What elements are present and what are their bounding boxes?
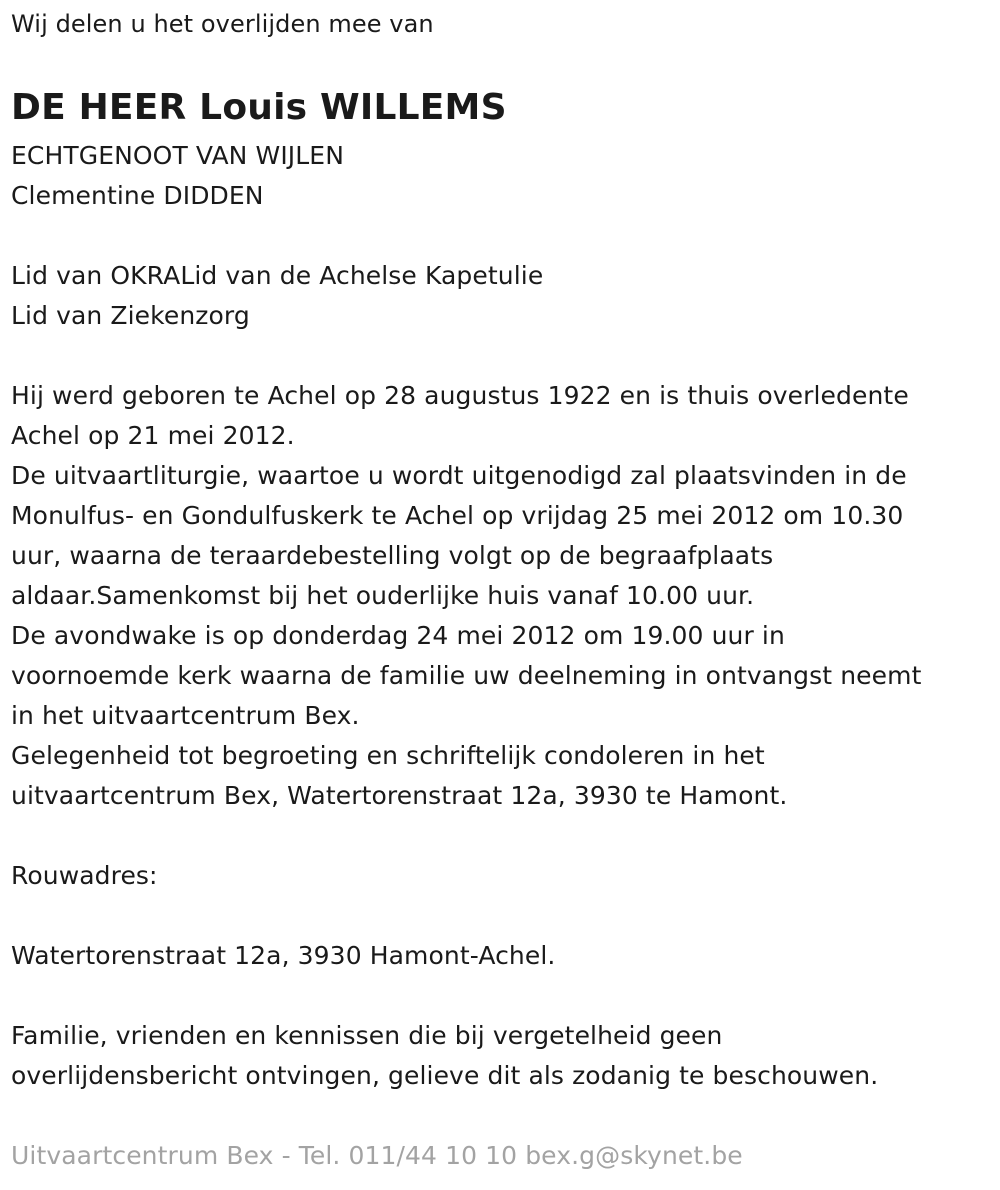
closing-line: Familie, vrienden en kennissen die bij vergetelheid geen [11,1021,723,1050]
details-line: Gelegenheid tot begroeting en schriftelijk condoleren in het [11,741,765,770]
closing-block [11,1016,986,1096]
spacer [11,816,986,856]
details-line: Achel op 21 mei 2012. [11,421,295,450]
details-line: Hij werd geboren te Achel op 28 augustus 1922 en is thuis overledente [11,381,909,410]
details-line: uur, waarna de teraardebestelling volgt op de begraafplaats [11,541,774,570]
spacer [11,1096,986,1136]
details-line: voornoemde kerk waarna de familie uw deelneming in ontvangst neemt [11,661,922,690]
spouse-name: Clementine DIDDEN [11,181,264,210]
intro-text: Wij delen u het overlijden mee van [11,10,434,38]
details-line: in het uitvaartcentrum Bex. [11,701,360,730]
address-text: Watertorenstraat 12a, 3930 Hamont-Achel. [11,941,556,970]
details-block [11,376,986,816]
memberships-block [11,256,986,336]
address-label: Rouwadres: [11,861,158,890]
closing-line: overlijdensbericht ontvingen, gelieve dit als zodanig te beschouwen. [11,1061,879,1090]
obituary-notice [11,4,986,1176]
details-line: De avondwake is op donderdag 24 mei 2012 om 19.00 uur in [11,621,785,650]
details-line: aldaar.Samenkomst bij het ouderlijke huis vanaf 10.00 uur. [11,581,755,610]
details-line: De uitvaartliturgie, waartoe u wordt uitgenodigd zal plaatsvinden in de [11,461,907,490]
relation-text: ECHTGENOOT VAN WIJLEN [11,141,345,170]
details-line: uitvaartcentrum Bex, Watertorenstraat 12a, 3930 te Hamont. [11,781,788,810]
deceased-name: DE HEER Louis WILLEMS [11,87,507,128]
spacer [11,336,986,376]
spacer [11,976,986,1016]
funeral-home-footer: Uitvaartcentrum Bex - Tel. 011/44 10 10 bex.g@skynet.be [11,1141,743,1170]
membership-line: Lid van OKRALid van de Achelse Kapetulie [11,261,544,290]
spacer [11,896,986,936]
membership-line: Lid van Ziekenzorg [11,301,250,330]
details-line: Monulfus- en Gondulfuskerk te Achel op vrijdag 25 mei 2012 om 10.30 [11,501,904,530]
spacer [11,216,986,256]
